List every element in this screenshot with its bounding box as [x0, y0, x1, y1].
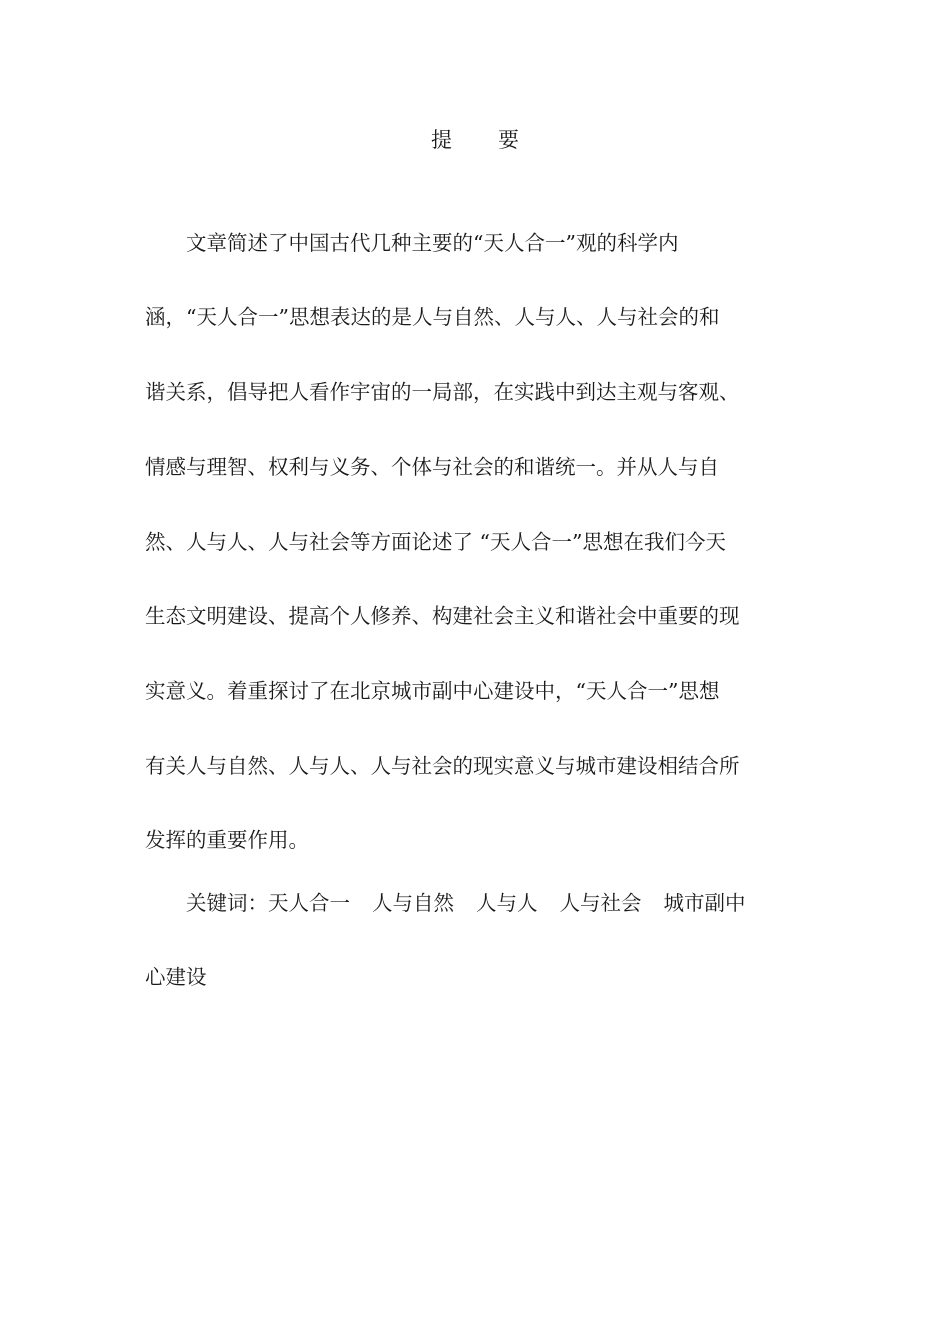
- abstract-line-3: 谐关系，倡导把人看作宇宙的一局部，在实践中到达主观与客观、: [145, 380, 740, 404]
- abstract-line-1: 文章简述了中国古代几种主要的“天人合一”观的科学内: [145, 231, 679, 255]
- keyword-item: 人与人: [476, 891, 538, 915]
- abstract-line-9: 发挥的重要作用。: [145, 828, 309, 852]
- abstract-line-8: 有关人与自然、人与人、人与社会的现实意义与城市建设相结合所: [145, 754, 740, 778]
- abstract-line-6: 生态文明建设、提高个人修养、构建社会主义和谐社会中重要的现: [145, 604, 740, 628]
- abstract-line-4: 情感与理智、权利与义务、个体与社会的和谐统一。并从人与自: [145, 455, 719, 479]
- page-title: [0, 124, 950, 156]
- keywords-line: [145, 888, 746, 918]
- keywords-label: 关键词：: [145, 891, 268, 915]
- keywords-continuation: 心建设: [145, 965, 207, 989]
- keyword-item: 天人合一: [268, 891, 350, 915]
- keyword-item: 人与自然: [372, 891, 454, 915]
- abstract-line-2: 涵，“天人合一”思想表达的是人与自然、人与人、人与社会的和: [145, 305, 720, 329]
- title-char-2: 要: [498, 128, 519, 152]
- keyword-item: 城市副中: [663, 891, 746, 915]
- abstract-line-7: 实意义。着重探讨了在北京城市副中心建设中，“天人合一”思想: [145, 679, 720, 703]
- title-char-1: 提: [431, 128, 452, 152]
- keyword-item: 人与社会: [559, 891, 642, 915]
- abstract-line-5: 然、人与人、人与社会等方面论述了 “天人合一”思想在我们今天: [145, 530, 726, 554]
